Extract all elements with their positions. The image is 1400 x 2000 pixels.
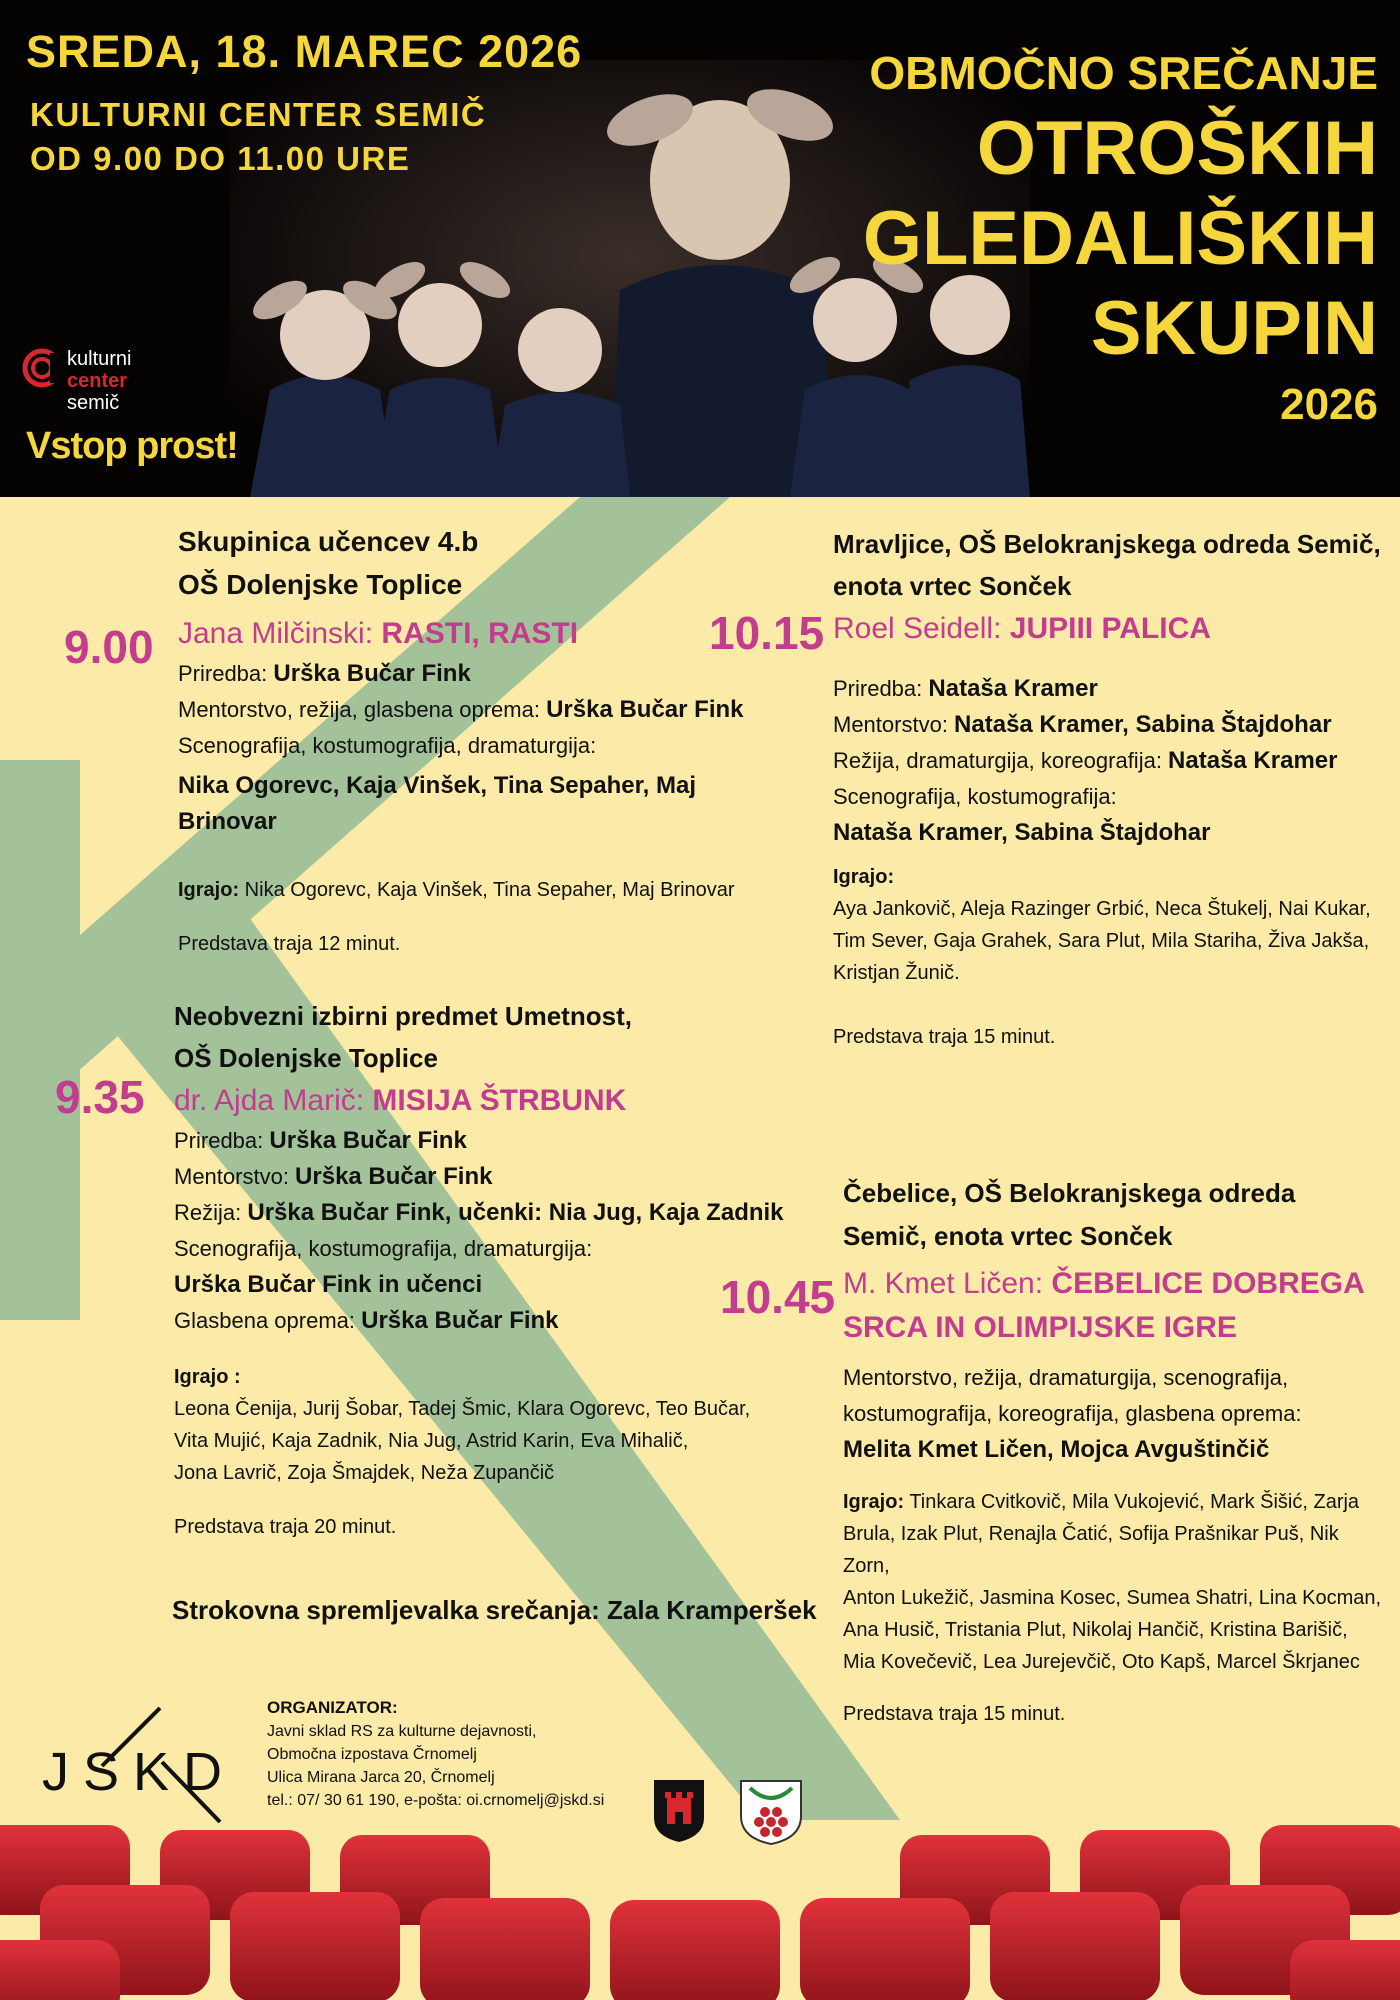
organizer-contact: tel.: 07/ 30 61 190, e-pošta: oi.crnomelj@jskd.si xyxy=(267,1792,605,1809)
show-4-title-line-2: SRCA IN OLIMPIJSKE IGRE xyxy=(843,1311,1237,1344)
show-1-group-line-1: Skupinica učencev 4.b xyxy=(178,526,479,557)
jskd-logo-text: JSKD xyxy=(42,1742,237,1802)
show-4-cast-line: Ana Husič, Tristania Plut, Nikolaj Hančič, Kristina Barišič, xyxy=(843,1619,1348,1641)
show-3-group-line-2: enota vrtec Sonček xyxy=(833,571,1072,601)
show-4-credit-label: Mentorstvo, režija, dramaturgija, scenografija, xyxy=(843,1365,1289,1390)
show-1-credit-value: Nika Ogorevc, Kaja Vinšek, Tina Sepaher, Maj Brinovar xyxy=(178,772,697,835)
admission-note: Vstop prost! xyxy=(26,425,238,467)
show-1 xyxy=(178,520,768,960)
show-3-cast-line: Tim Sever, Gaja Grahek, Sara Plut, Mila Stariha, Živa Jakša, xyxy=(833,930,1370,952)
logo-line3: semič xyxy=(67,392,120,413)
show-4-title-line-1: ČEBELICE DOBREGA xyxy=(1051,1267,1365,1300)
header-banner xyxy=(0,0,1400,497)
show-4-cast-line: Tinkara Cvitkovič, Mila Vukojević, Mark Šišić, Zarja xyxy=(904,1491,1360,1513)
show-2-credit-label: Režija: xyxy=(174,1200,248,1225)
show-3-credit-value: Nataša Kramer, Sabina Štajdohar xyxy=(833,819,1211,846)
kulturni-center-semic-logo xyxy=(22,343,172,413)
show-2-title: MISIJA ŠTRBUNK xyxy=(372,1084,627,1117)
show-3-cast-line: Kristjan Žunič. xyxy=(833,962,960,984)
show-2-cast-label: Igrajo : xyxy=(174,1366,241,1388)
show-4-cast-label: Igrajo: xyxy=(843,1491,905,1513)
show-2 xyxy=(174,995,794,1543)
show-1-author: Jana Milčinski: xyxy=(178,617,382,650)
show-3 xyxy=(833,523,1383,1053)
show-1-credit-value: Urška Bučar Fink xyxy=(546,696,744,723)
organizer-line: Območna izpostava Črnomelj xyxy=(267,1746,477,1763)
show-3-credit-label: Mentorstvo: xyxy=(833,712,955,737)
semic-coat-of-arms-icon xyxy=(738,1778,804,1846)
show-4 xyxy=(843,1172,1388,1730)
organizer-line: Ulica Mirana Jarca 20, Črnomelj xyxy=(267,1769,495,1786)
event-venue: KULTURNI CENTER SEMIČ xyxy=(30,96,487,133)
show-2-credit-value: Urška Bučar Fink xyxy=(295,1163,493,1190)
show-1-credit-label: Priredba: xyxy=(178,661,274,686)
show-1-title: RASTI, RASTI xyxy=(381,617,579,650)
title-year: 2026 xyxy=(1280,380,1378,429)
show-3-cast-line: Aya Jankovič, Aleja Razinger Grbić, Neca Štukelj, Nai Kukar, xyxy=(833,898,1371,920)
show-3-cast-label: Igrajo: xyxy=(833,866,895,888)
show-4-duration: Predstava traja 15 minut. xyxy=(843,1703,1066,1725)
show-2-cast-line: Vita Mujić, Kaja Zadnik, Nia Jug, Astrid Karin, Eva Mihalič, xyxy=(174,1430,689,1452)
show-3-title: JUPIII PALICA xyxy=(1009,612,1211,645)
show-4-group-line-1: Čebelice, OŠ Belokranjskega odreda xyxy=(843,1178,1296,1208)
show-1-credit-label: Scenografija, kostumografija, dramaturgija: xyxy=(178,733,597,758)
show-1-cast-label: Igrajo: xyxy=(178,879,240,901)
show-1-cast: Nika Ogorevc, Kaja Vinšek, Tina Sepaher, Maj Brinovar xyxy=(239,879,735,901)
title-line-4: SKUPIN xyxy=(1090,286,1378,371)
show-2-cast-line: Leona Čenija, Jurij Šobar, Tadej Šmic, Klara Ogorevc, Teo Bučar, xyxy=(174,1398,751,1420)
show-3-duration: Predstava traja 15 minut. xyxy=(833,1026,1056,1048)
title-line-1: OBMOČNO SREČANJE xyxy=(869,47,1378,99)
show-3-group-line-1: Mravljice, OŠ Belokranjskega odreda Semič, xyxy=(833,529,1381,559)
show-2-credit-value: Urška Bučar Fink in učenci xyxy=(174,1271,483,1298)
show-2-group-line-2: OŠ Dolenjske Toplice xyxy=(174,1043,438,1073)
show-2-credit-label: Glasbena oprema: xyxy=(174,1308,362,1333)
show-4-cast-line: Anton Lukežič, Jasmina Kosec, Sumea Shatri, Lina Kocman, xyxy=(843,1587,1382,1609)
show-2-author: dr. Ajda Marič: xyxy=(174,1084,373,1117)
show-3-credit-label: Scenografija, kostumografija: xyxy=(833,784,1117,809)
event-date: SREDA, 18. MAREC 2026 xyxy=(26,26,583,77)
show-2-cast-line: Jona Lavrič, Zoja Šmajdek, Neža Zupančič xyxy=(174,1462,555,1484)
show-4-author: M. Kmet Ličen: xyxy=(843,1267,1052,1300)
show-4-cast-line: Mia Kovečevič, Lea Jurejevčič, Oto Kapš, Marcel Škrjanec xyxy=(843,1651,1360,1673)
show-2-credit-value: Urška Bučar Fink xyxy=(361,1307,559,1334)
show-4-credit-value: Melita Kmet Ličen, Mojca Avguštinčič xyxy=(843,1436,1270,1463)
jskd-logo xyxy=(42,1700,242,1830)
show-3-author: Roel Seidell: xyxy=(833,612,1010,645)
organizer-heading: ORGANIZATOR: xyxy=(267,1698,398,1717)
show-3-time: 10.15 xyxy=(709,607,825,659)
title-line-2: OTROŠKIH xyxy=(976,106,1378,191)
show-3-credit-value: Nataša Kramer, Sabina Štajdohar xyxy=(954,711,1332,738)
show-3-credit-label: Priredba: xyxy=(833,676,929,701)
mentor-note: Strokovna spremljevalka srečanja: Zala Kramperšek xyxy=(172,1595,817,1625)
show-3-credit-label: Režija, dramaturgija, koreografija: xyxy=(833,748,1169,773)
show-1-group-line-2: OŠ Dolenjske Toplice xyxy=(178,569,463,600)
logo-line1: kulturni xyxy=(67,348,132,370)
show-4-group-line-2: Semič, enota vrtec Sonček xyxy=(843,1221,1173,1251)
title-line-3: GLEDALIŠKIH xyxy=(862,196,1378,281)
show-4-cast-line: Brula, Izak Plut, Renajla Čatić, Sofija Prašnikar Puš, Nik Zorn, xyxy=(843,1523,1339,1577)
show-2-credit-value: Urška Bučar Fink, učenki: Nia Jug, Kaja Zadnik xyxy=(247,1199,784,1226)
show-2-group-line-1: Neobvezni izbirni predmet Umetnost, xyxy=(174,1001,632,1031)
show-4-time: 10.45 xyxy=(720,1271,836,1323)
show-2-credit-label: Mentorstvo: xyxy=(174,1164,296,1189)
show-2-time: 9.35 xyxy=(55,1071,145,1123)
crnomelj-coat-of-arms-icon xyxy=(652,1778,706,1844)
show-2-duration: Predstava traja 20 minut. xyxy=(174,1516,397,1538)
show-2-credit-value: Urška Bučar Fink xyxy=(269,1127,467,1154)
event-hours: OD 9.00 DO 11.00 URE xyxy=(30,140,411,177)
organizer-block xyxy=(267,1696,604,1812)
organizer-line: Javni sklad RS za kulturne dejavnosti, xyxy=(267,1723,537,1740)
show-4-credit-label: kostumografija, koreografija, glasbena oprema: xyxy=(843,1401,1302,1426)
show-1-credit-value: Urška Bučar Fink xyxy=(273,660,471,687)
show-3-credit-value: Nataša Kramer xyxy=(928,675,1098,702)
show-1-time: 9.00 xyxy=(64,621,154,673)
show-1-duration: Predstava traja 12 minut. xyxy=(178,933,401,955)
show-3-credit-value: Nataša Kramer xyxy=(1168,747,1338,774)
show-1-credit-label: Mentorstvo, režija, glasbena oprema: xyxy=(178,697,547,722)
logo-line2: center xyxy=(67,370,128,392)
show-2-credit-label: Priredba: xyxy=(174,1128,270,1153)
show-2-credit-label: Scenografija, kostumografija, dramaturgija: xyxy=(174,1236,593,1261)
